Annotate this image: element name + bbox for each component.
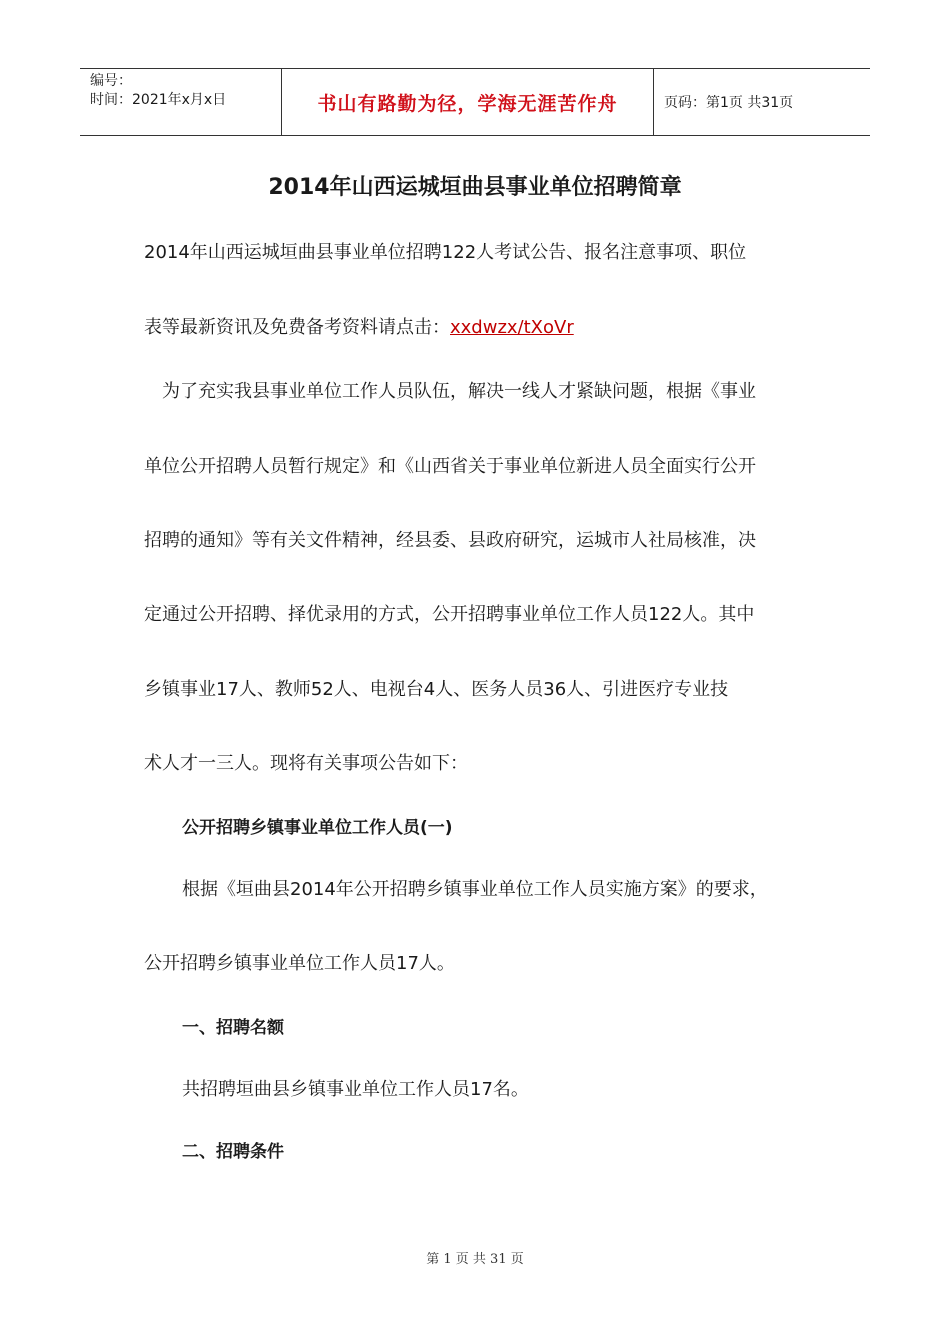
document-header <box>80 68 870 136</box>
header-page-info <box>654 69 870 135</box>
section-heading: 公开招聘乡镇事业单位工作人员(一) <box>182 818 453 838</box>
para1-line-1: 为了充实我县事业单位工作人员队伍，解决一线人才紧缺问题，根据《事业 <box>162 381 756 402</box>
para1-line-2: 单位公开招聘人员暂行规定》和《山西省关于事业单位新进人员全面实行公开 <box>144 456 756 477</box>
para1-line-3: 招聘的通知》等有关文件精神，经县委、县政府研究，运城市人社局核准，决 <box>144 530 756 551</box>
heading-conditions: 二、招聘条件 <box>182 1142 284 1162</box>
header-motto-cell <box>282 69 654 135</box>
header-meta <box>80 69 282 135</box>
para2-line-2: 公开招聘乡镇事业单位工作人员17人。 <box>144 953 455 974</box>
para1-line-5: 乡镇事业17人、教师52人、电视台4人、医务人员36人、引进医疗专业技 <box>144 679 729 700</box>
para1-line-4: 定通过公开招聘、择优录用的方式，公开招聘事业单位工作人员122人。其中 <box>144 604 755 625</box>
intro-link[interactable]: xxdwzx/tXoVr <box>450 317 574 338</box>
page-footer: 第 1 页 共 31 页 <box>426 1252 524 1267</box>
heading-quota: 一、招聘名额 <box>182 1018 284 1038</box>
intro-line-2-text: 表等最新资讯及免费备考资料请点击： <box>144 317 450 338</box>
intro-line-2 <box>144 313 824 339</box>
para1-line-6: 术人才一三人。现将有关事项公告如下： <box>144 753 468 774</box>
header-motto: 书山有路勤为径，学海无涯苦作舟 <box>317 92 618 115</box>
number-label: 编号： <box>90 73 132 89</box>
document-title: 2014年山西运城垣曲县事业单位招聘简章 <box>268 175 682 200</box>
intro-line-1: 2014年山西运城垣曲县事业单位招聘122人考试公告、报名注意事项、职位 <box>144 242 747 263</box>
para2-line-1: 根据《垣曲县2014年公开招聘乡镇事业单位工作人员实施方案》的要求， <box>182 879 768 900</box>
para3: 共招聘垣曲县乡镇事业单位工作人员17名。 <box>182 1079 529 1100</box>
page-info: 页码：第1页 共31页 <box>664 95 794 111</box>
time-label: 时间：2021年x月x日 <box>90 92 227 108</box>
